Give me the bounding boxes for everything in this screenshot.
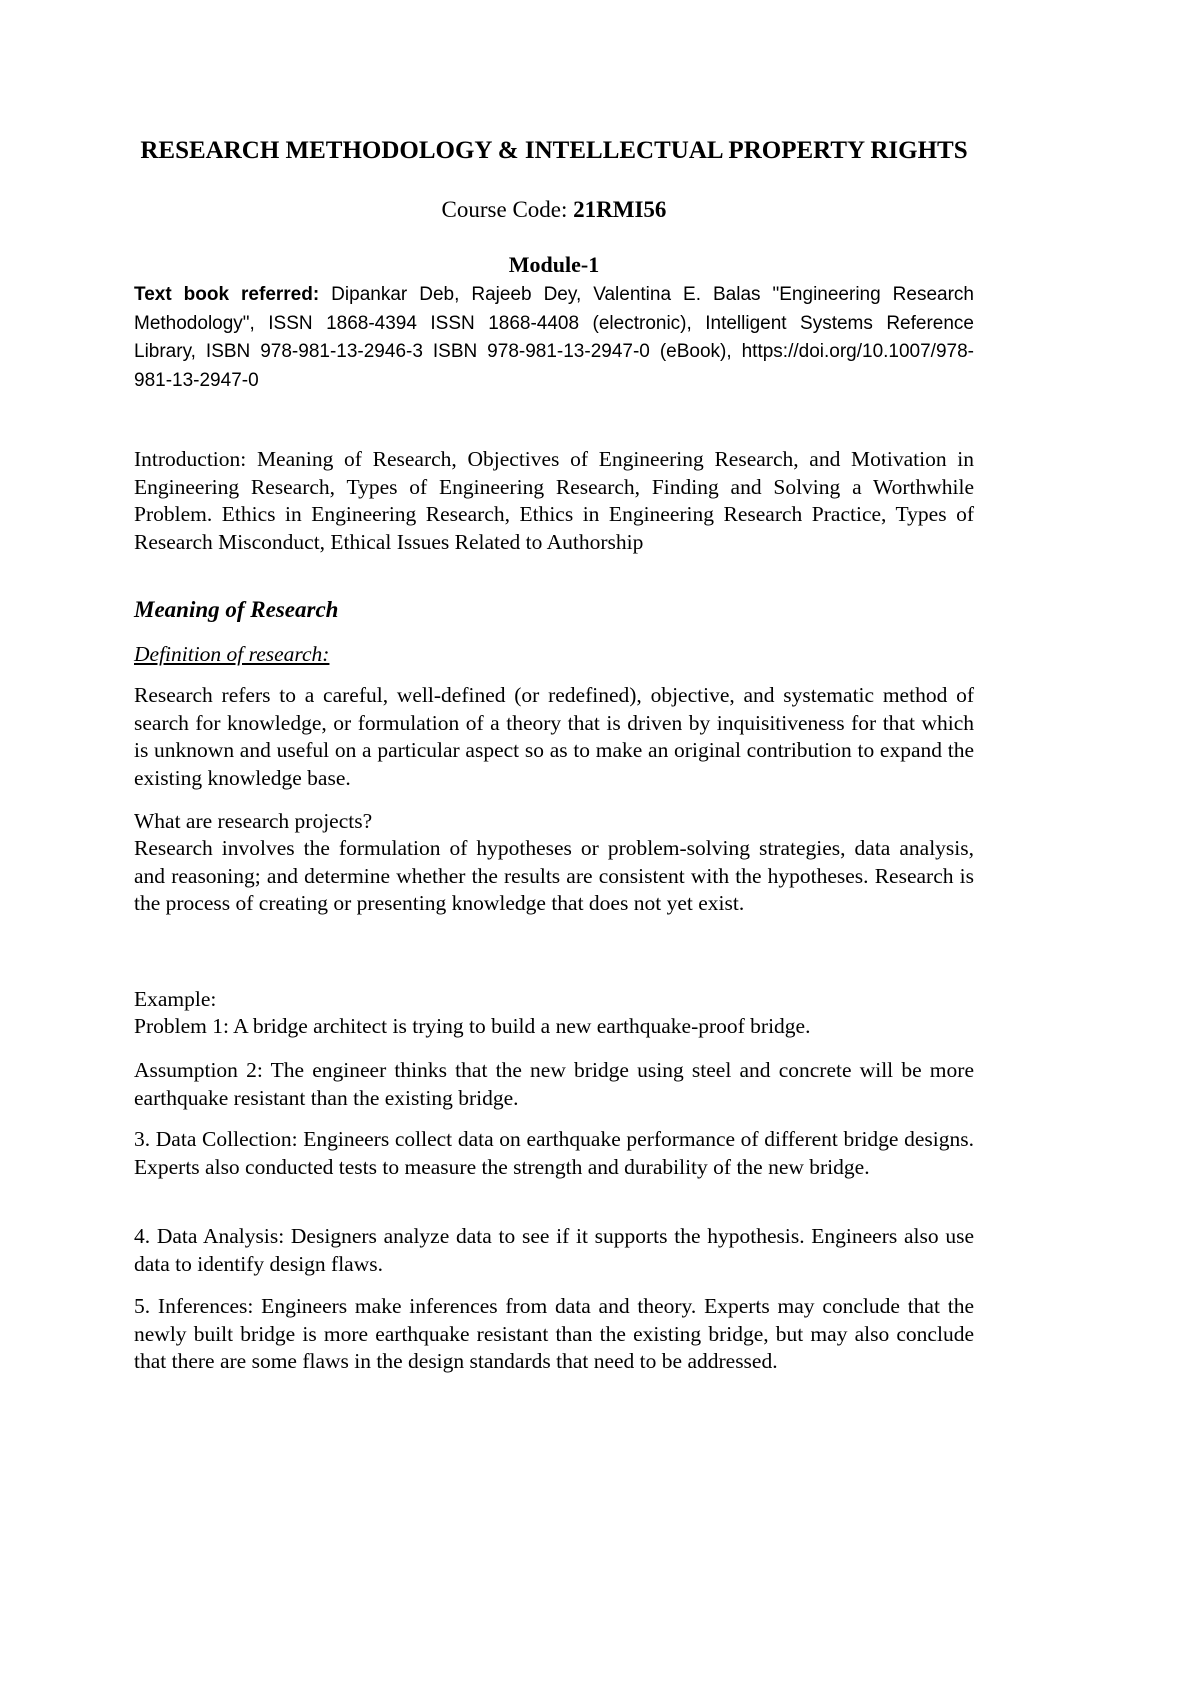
section-heading: Meaning of Research	[134, 597, 339, 622]
introduction-paragraph: Introduction: Meaning of Research, Objectives of Engineering Research, and Motivation in Engineering Research, Types of Engineering Research, Finding and Solving a Worthwhile Problem. Ethics in Engineering Research, Ethics in Engineering Research Practice, Types of Research Misconduct, Ethical Issues Related to Authorship	[134, 447, 974, 554]
example-label: Example:	[134, 987, 217, 1011]
example-assumption: Assumption 2: The engineer thinks that the new bridge using steel and concrete will be more earthquake resistant than the existing bridge.	[134, 1058, 974, 1110]
example-data-analysis: 4. Data Analysis: Designers analyze data to see if it supports the hypothesis. Engineers also use data to identify design flaws.	[134, 1224, 974, 1276]
module-heading: Module-1	[508, 252, 600, 277]
projects-paragraph: Research involves the formulation of hypotheses or problem-solving strategies, data analysis, and reasoning; and determine whether the results are consistent with the hypotheses. Research is the process of creating or presenting knowledge that does not yet exist.	[134, 836, 974, 915]
course-code-label: Course Code:	[441, 197, 574, 222]
textbook-reference	[134, 280, 974, 394]
definition-paragraph: Research refers to a careful, well-defined (or redefined), objective, and systematic method of search for knowledge, or formulation of a theory that is driven by inquisitiveness for that which is unknown and useful on a particular aspect so as to make an original contribution to expand the existing knowledge base.	[134, 683, 974, 790]
course-code-line	[134, 196, 974, 224]
question-line: What are research projects?	[134, 809, 373, 833]
document-title: RESEARCH METHODOLOGY & INTELLECTUAL PROPERTY RIGHTS	[140, 137, 968, 164]
definition-heading: Definition of research:	[134, 642, 330, 666]
textbook-text: Dipankar Deb, Rajeeb Dey, Valentina E. Balas "Engineering Research Methodology", ISSN 1868-4394 ISSN 1868-4408 (electronic), Intelligent Systems Reference Library, ISBN 978-981-13-2946-3 ISBN 978-981-13-2947-0 (eBook), https://doi.org/10.1007/978-981-13-2947-0	[134, 284, 974, 391]
course-code: 21RMI56	[573, 197, 667, 222]
textbook-label: Text book referred:	[134, 284, 320, 305]
example-data-collection: 3. Data Collection: Engineers collect data on earthquake performance of different bridge designs. Experts also conducted tests to measure the strength and durability of the new bridge.	[134, 1127, 974, 1179]
example-inferences: 5. Inferences: Engineers make inferences from data and theory. Experts may conclude that the newly built bridge is more earthquake resistant than the existing bridge, but may also conclude that there are some flaws in the design standards that need to be addressed.	[134, 1294, 974, 1373]
example-problem: Problem 1: A bridge architect is trying to build a new earthquake-proof bridge.	[134, 1014, 811, 1038]
